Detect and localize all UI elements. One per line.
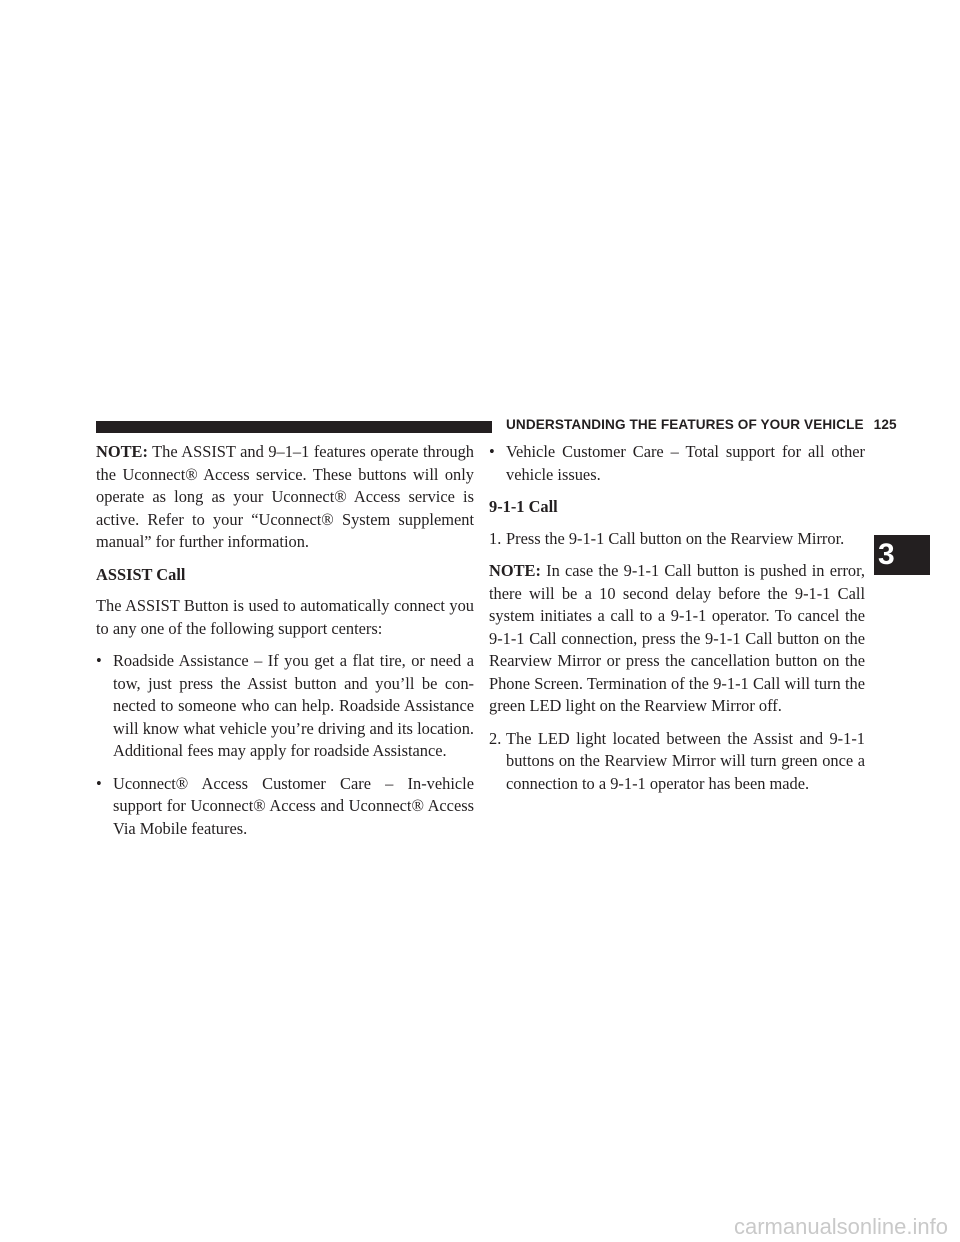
list-item-text: Uconnect® Access Customer Care – In-vehicle support for Uconnect® Access and Uconnect® Access Via Mobile features.: [113, 773, 474, 838]
right-column: [489, 441, 865, 805]
left-column: [96, 441, 474, 850]
note-label: NOTE:: [96, 442, 148, 461]
note-paragraph: [489, 560, 865, 718]
header-rule-bar: [96, 421, 492, 433]
assist-intro-paragraph: The ASSIST Button is used to automatically connect you to any one of the following support centers:: [96, 596, 474, 638]
call-heading: 9-1-1 Call: [489, 497, 558, 516]
page-number: 125: [873, 417, 897, 432]
bullet-icon: •: [96, 773, 102, 793]
running-header: [506, 417, 897, 432]
assist-call-heading: ASSIST Call: [96, 564, 186, 584]
list-item-text: Vehicle Customer Care – Total support for all other vehicle issues.: [506, 442, 865, 484]
watermark-text: carmanualsonline.info: [733, 1214, 948, 1239]
note-paragraph: [96, 441, 474, 554]
step-item: [489, 528, 865, 551]
step-number: 1.: [489, 528, 502, 548]
list-item-text: Roadside Assistance – If you get a flat tire, or need a tow, just press the Assist button and you’ll be con-nected to someone who can help. Roadside Assistance will know what vehicle you’re driving and its location. Additional fees may apply for roadside Assistance.: [113, 651, 474, 760]
list-item: [96, 773, 474, 841]
note-label: NOTE:: [489, 561, 541, 580]
chapter-tab: 3: [874, 535, 930, 575]
step-number: 2.: [489, 728, 502, 748]
list-item: [96, 650, 474, 763]
note-text: The ASSIST and 9–1–1 features operate through the Uconnect® Access service. These buttons will only operate as long as your Uconnect® Access service is active. Refer to your “Uconnect® System supplement manual” for further information.: [96, 442, 474, 551]
bullet-icon: •: [96, 651, 102, 670]
note-text: In case the 9-1-1 Call button is pushed in error, there will be a 10 second delay before the 9-1-1 Call system initiates a call to a 9-1-1 operator. To cancel the 9-1-1 Call connection, press the 9-1-1 Call button on the Rearview Mirror or press the cancellation button on the Phone Screen. Termination of the 9-1-1 Call will turn the green LED light on the Rearview Mirror off.: [489, 561, 865, 715]
step-text: Press the 9-1-1 Call button on the Rearview Mirror.: [506, 528, 845, 548]
step-item: [489, 728, 865, 796]
list-item: [489, 441, 865, 486]
bullet-icon: •: [489, 442, 495, 461]
step-text: The LED light located between the Assist and 9-1-1 buttons on the Rearview Mirror will turn green once a connection to a 9-1-1 operator has been made.: [506, 728, 865, 793]
section-title: UNDERSTANDING THE FEATURES OF YOUR VEHICLE: [506, 417, 864, 432]
